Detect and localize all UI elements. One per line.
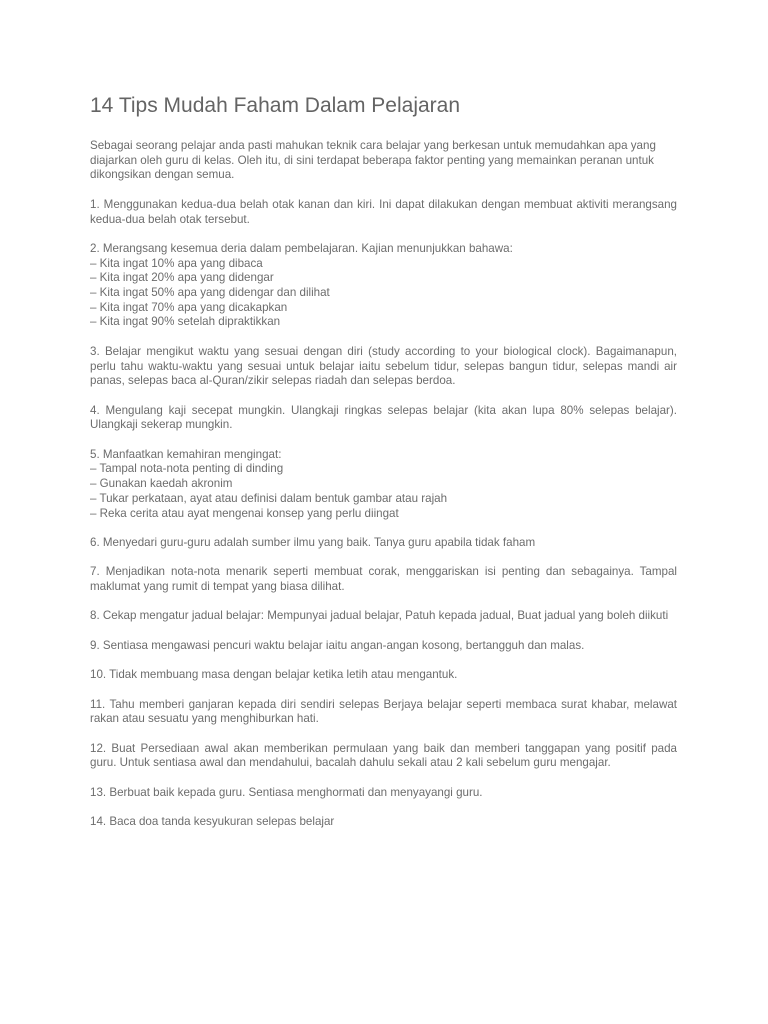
document-content xyxy=(90,91,677,845)
tip-2-item: – Kita ingat 20% apa yang didengar xyxy=(90,271,274,285)
tip-5-item: – Reka cerita atau ayat mengenai konsep yang perlu diingat xyxy=(90,506,399,520)
tip-2-item: – Kita ingat 90% setelah dipraktikkan xyxy=(90,315,281,329)
tip-4: 4. Mengulang kaji secepat mungkin. Ulangkaji ringkas selepas belajar (kita akan lupa 80% selepas belajar). Ulangkaji sekerap mungkin. xyxy=(90,403,677,432)
tip-2-heading: 2. Merangsang kesemua deria dalam pembelajaran. Kajian menunjukkan bahawa: xyxy=(90,241,513,255)
tip-6: 6. Menyedari guru-guru adalah sumber ilmu yang baik. Tanya guru apabila tidak faham xyxy=(90,535,536,549)
tip-5-item: – Gunakan kaedah akronim xyxy=(90,477,233,491)
tip-2 xyxy=(90,242,677,330)
tip-8: 8. Cekap mengatur jadual belajar: Mempunyai jadual belajar, Patuh kepada jadual, Buat jadual yang boleh diikuti xyxy=(90,609,669,623)
tip-5-item: – Tampal nota-nota penting di dinding xyxy=(90,462,284,476)
tip-7: 7. Menjadikan nota-nota menarik seperti membuat corak, menggariskan isi penting dan sebagainya. Tampal maklumat yang rumit di tempat yang biasa dilihat. xyxy=(90,565,677,593)
tip-3: 3. Belajar mengikut waktu yang sesuai dengan diri (study according to your biological clock). Bagaimanapun, perlu tahu waktu-waktu yang sesuai untuk belajar iaitu sebelum tidur, selepas bangun tidur, selepas mandi air panas, selepas baca al-Quran/zikir selepas riadah dan selepas berdoa. xyxy=(90,344,677,388)
tip-9: 9. Sentiasa mengawasi pencuri waktu belajar iaitu angan-angan kosong, bertangguh dan malas. xyxy=(90,638,585,652)
tip-1: 1. Menggunakan kedua-dua belah otak kanan dan kiri. Ini dapat dilakukan dengan membuat aktiviti merangsang kedua-dua belah otak tersebut. xyxy=(90,197,677,226)
document-title: 14 Tips Mudah Faham Dalam Pelajaran xyxy=(90,94,461,117)
tip-10: 10. Tidak membuang masa dengan belajar ketika letih atau mengantuk. xyxy=(90,668,458,682)
tip-5 xyxy=(90,448,677,522)
intro-paragraph: Sebagai seorang pelajar anda pasti mahukan teknik cara belajar yang berkesan untuk memudahkan apa yang diajarkan oleh guru di kelas. Oleh itu, di sini terdapat beberapa faktor penting yang memainkan peranan untuk dikongsikan dengan semua. xyxy=(90,139,656,182)
tip-5-item: – Tukar perkataan, ayat atau definisi dalam bentuk gambar atau rajah xyxy=(90,491,448,505)
tip-2-item: – Kita ingat 10% apa yang dibaca xyxy=(90,256,263,270)
tip-2-item: – Kita ingat 50% apa yang didengar dan dilihat xyxy=(90,286,330,299)
tip-12: 12. Buat Persediaan awal akan memberikan permulaan yang baik dan memberi tanggapan yang positif pada guru. Untuk sentiasa awal dan mendahului, bacalah dahulu sekali atau 2 kali sebelum guru mengajar. xyxy=(90,741,677,770)
tip-13: 13. Berbuat baik kepada guru. Sentiasa menghormati dan menyayangi guru. xyxy=(90,785,483,799)
tip-5-heading: 5. Manfaatkan kemahiran mengingat: xyxy=(90,447,282,461)
tip-11: 11. Tahu memberi ganjaran kepada diri sendiri selepas Berjaya belajar seperti membaca surat khabar, melawat rakan atau sesuatu yang menghiburkan hati. xyxy=(90,697,677,726)
tip-14: 14. Baca doa tanda kesyukuran selepas belajar xyxy=(90,815,335,829)
tip-2-item: – Kita ingat 70% apa yang dicakapkan xyxy=(90,300,288,314)
